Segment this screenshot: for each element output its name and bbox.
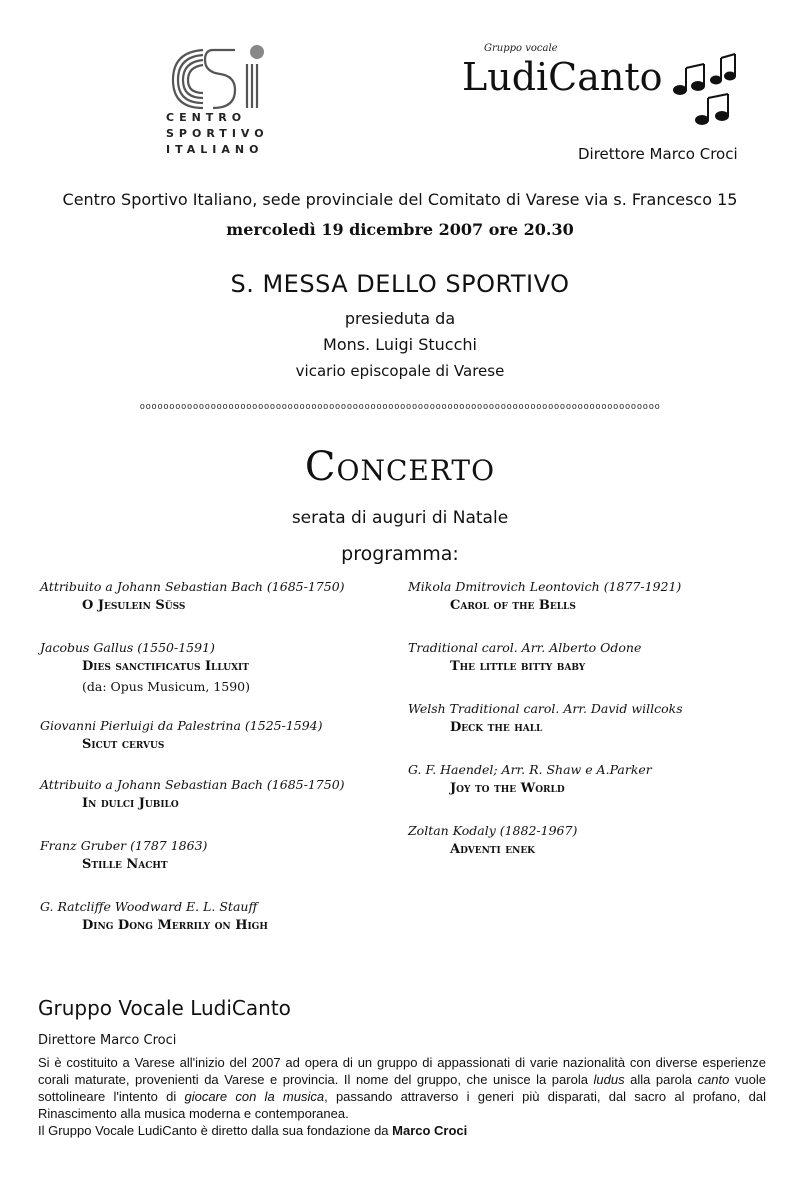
para-text: , passando attraverso i generi più disparati, dal sacro al profano, dal Rinascimento alla musica moderna e contemporanea.	[38, 1089, 766, 1121]
ludicanto-subtitle: Gruppo vocale	[484, 43, 558, 54]
composer: Welsh Traditional carol. Arr. David willcoks	[408, 701, 683, 716]
csi-line-1: CENTRO	[166, 111, 247, 124]
para-text: Si è costituito a Varese all'inizio del 2007 ad opera di un gruppo di appassionati di varie nazionalità con diverse esperienze corali maturate, provenienti da Varese e provincia. Il nome del gruppo, che unisce la parola	[38, 1055, 766, 1087]
composer: Giovanni Pierluigi da Palestrina (1525-1594)	[40, 718, 323, 733]
piece-title: O Jesulein Süss	[82, 598, 186, 613]
para-canto: canto	[697, 1072, 730, 1087]
venue-line: Centro Sportivo Italiano, sede provinciale del Comitato di Varese via s. Francesco 15	[62, 190, 738, 209]
piece-title: Stille Nacht	[82, 857, 168, 872]
piece-title: Sicut cervus	[82, 737, 165, 752]
piece-title: Joy to the World	[450, 781, 565, 796]
dotted-separator: oooooooooooooooooooooooooooooooooooooooooooooooooooooooooooooooooooooooooooooooooooooooo	[139, 402, 661, 412]
composer: Franz Gruber (1787 1863)	[40, 838, 208, 853]
ludicanto-director: Direttore Marco Croci	[578, 145, 738, 163]
group-director: Direttore Marco Croci	[38, 1033, 177, 1048]
program-item	[40, 638, 390, 696]
piece-title: Adventi enek	[450, 842, 536, 857]
program-right-column	[408, 577, 768, 860]
program-item	[40, 716, 390, 755]
piece-title: Deck the hall	[450, 720, 543, 735]
composer: G. F. Haendel; Arr. R. Shaw e A.Parker	[408, 762, 652, 777]
program-item	[408, 821, 768, 860]
para-giocare: giocare con la musica	[184, 1089, 325, 1104]
program-item	[40, 897, 390, 936]
program-left-column	[40, 577, 390, 936]
program-item	[40, 775, 390, 814]
founder-name: Marco Croci	[392, 1123, 468, 1138]
program-item	[408, 760, 768, 799]
csi-line-2: SPORTIVO	[166, 127, 269, 140]
program-item	[40, 836, 390, 875]
concert-subtitle: serata di auguri di Natale	[291, 508, 509, 528]
composer: Traditional carol. Arr. Alberto Odone	[408, 640, 642, 655]
composer: Attribuito a Johann Sebastian Bach (1685-1750)	[40, 579, 345, 594]
program-item	[408, 699, 768, 738]
concert-title: Concerto	[304, 444, 496, 490]
composer: G. Ratcliffe Woodward E. L. Stauff	[40, 899, 258, 914]
csi-wordmark	[166, 110, 269, 158]
group-founder-line	[38, 1122, 467, 1139]
mass-title: S. MESSA DELLO SPORTIVO	[230, 270, 570, 298]
para-text: vuole sottolineare l'intento di	[38, 1072, 766, 1104]
officiant-role: vicario episcopale di Varese	[295, 362, 505, 380]
piece-title: The little bitty baby	[450, 659, 586, 674]
founder-text: Il Gruppo Vocale LudiCanto è diretto dalla sua fondazione da	[38, 1123, 393, 1138]
piece-title: Carol of the Bells	[450, 598, 576, 613]
program-item	[408, 638, 768, 677]
composer: Attribuito a Johann Sebastian Bach (1685-1750)	[40, 777, 345, 792]
music-notes-icon	[668, 50, 748, 130]
piece-title: Dies sanctificatus Illuxit	[82, 659, 249, 674]
composer: Jacobus Gallus (1550-1591)	[40, 640, 215, 655]
composer: Zoltan Kodaly (1882-1967)	[408, 823, 578, 838]
program-item	[40, 577, 390, 616]
program-item	[408, 577, 768, 616]
officiant-name: Mons. Luigi Stucchi	[323, 335, 477, 354]
csi-line-3: ITALIANO	[166, 143, 264, 156]
presided-by: presieduta da	[344, 309, 456, 328]
composer: Mikola Dmitrovich Leontovich (1877-1921)	[408, 579, 682, 594]
piece-note: (da: Opus Musicum, 1590)	[82, 679, 251, 694]
piece-title: In dulci Jubilo	[82, 796, 179, 811]
piece-title: Ding Dong Merrily on High	[82, 918, 268, 933]
program-heading: programma:	[341, 543, 459, 565]
group-description	[38, 1054, 766, 1122]
date-line: mercoledì 19 dicembre 2007 ore 20.30	[226, 220, 574, 239]
ludicanto-logo-text: LudiCanto	[462, 55, 663, 99]
para-text: alla parola	[624, 1072, 698, 1087]
para-ludus: ludus	[593, 1072, 625, 1087]
group-title: Gruppo Vocale LudiCanto	[38, 996, 291, 1020]
